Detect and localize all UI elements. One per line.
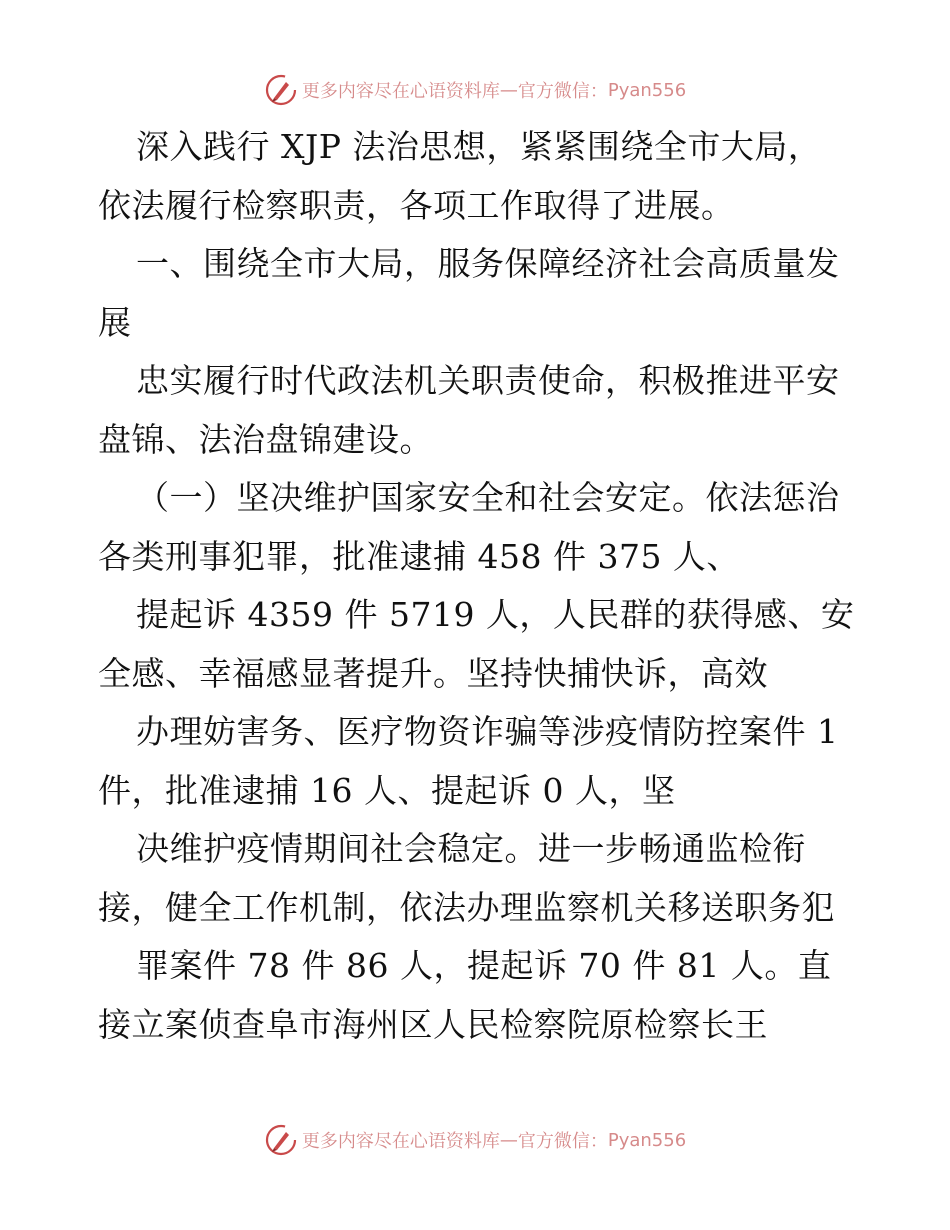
body-text-line: 全感、幸福感显著提升。坚持快捕快诉，高效 [98,653,768,693]
body-text-line: 各类刑事犯罪，批准逮捕 458 件 375 人、 [98,536,740,576]
body-text-line: 罪案件 78 件 86 人，提起诉 70 件 81 人。直 [136,946,832,985]
quill-logo-icon [264,73,298,107]
watermark-wechat-label: 官方微信： [517,1131,608,1152]
body-text-line: 件，批准逮捕 16 人、提起诉 0 人，坚 [98,770,676,810]
watermark-text: 更多内容尽在心语资料库 [301,1131,500,1152]
watermark-wechat-account: Pyan556 [607,1129,687,1151]
header-watermark [0,70,950,110]
body-text-line: 依法履行检察职责，各项工作取得了进展。 [98,185,735,225]
watermark-wechat-account: Pyan556 [607,79,687,101]
body-text-line: 展 [98,302,132,342]
body-text-line: 忠实履行时代政法机关职责使命，积极推进平安 [136,361,840,400]
quill-logo-icon [264,1123,298,1157]
body-text-line: 办理妨害务、医疗物资诈骗等涉疫情防控案件 1 [136,712,839,751]
body-text-line: 提起诉 4359 件 5719 人，人民群的获得感、安 [136,595,855,634]
watermark-dash: — [499,79,518,101]
footer-watermark [0,1120,950,1160]
body-text-line: 决维护疫情期间社会稳定。进一步畅通监检衔 [136,829,806,868]
watermark-wechat-label: 官方微信： [517,81,608,102]
document-body [98,118,858,1054]
watermark-text: 更多内容尽在心语资料库 [301,81,500,102]
body-text-line: 一、围绕全市大局，服务保障经济社会高质量发 [136,244,840,283]
body-text-line: 接立案侦查阜市海州区人民检察院原检察长王 [98,1004,768,1044]
body-text-line: 盘锦、法治盘锦建设。 [98,419,433,459]
body-text-line: 深入践行 XJP 法治思想，紧紧围绕全市大局， [136,127,822,166]
body-text-line: 接，健全工作机制，依法办理监察机关移送职务犯 [98,887,835,927]
watermark-dash: — [499,1129,518,1151]
body-text-line: （一）坚决维护国家安全和社会安定。依法惩治 [136,478,840,517]
